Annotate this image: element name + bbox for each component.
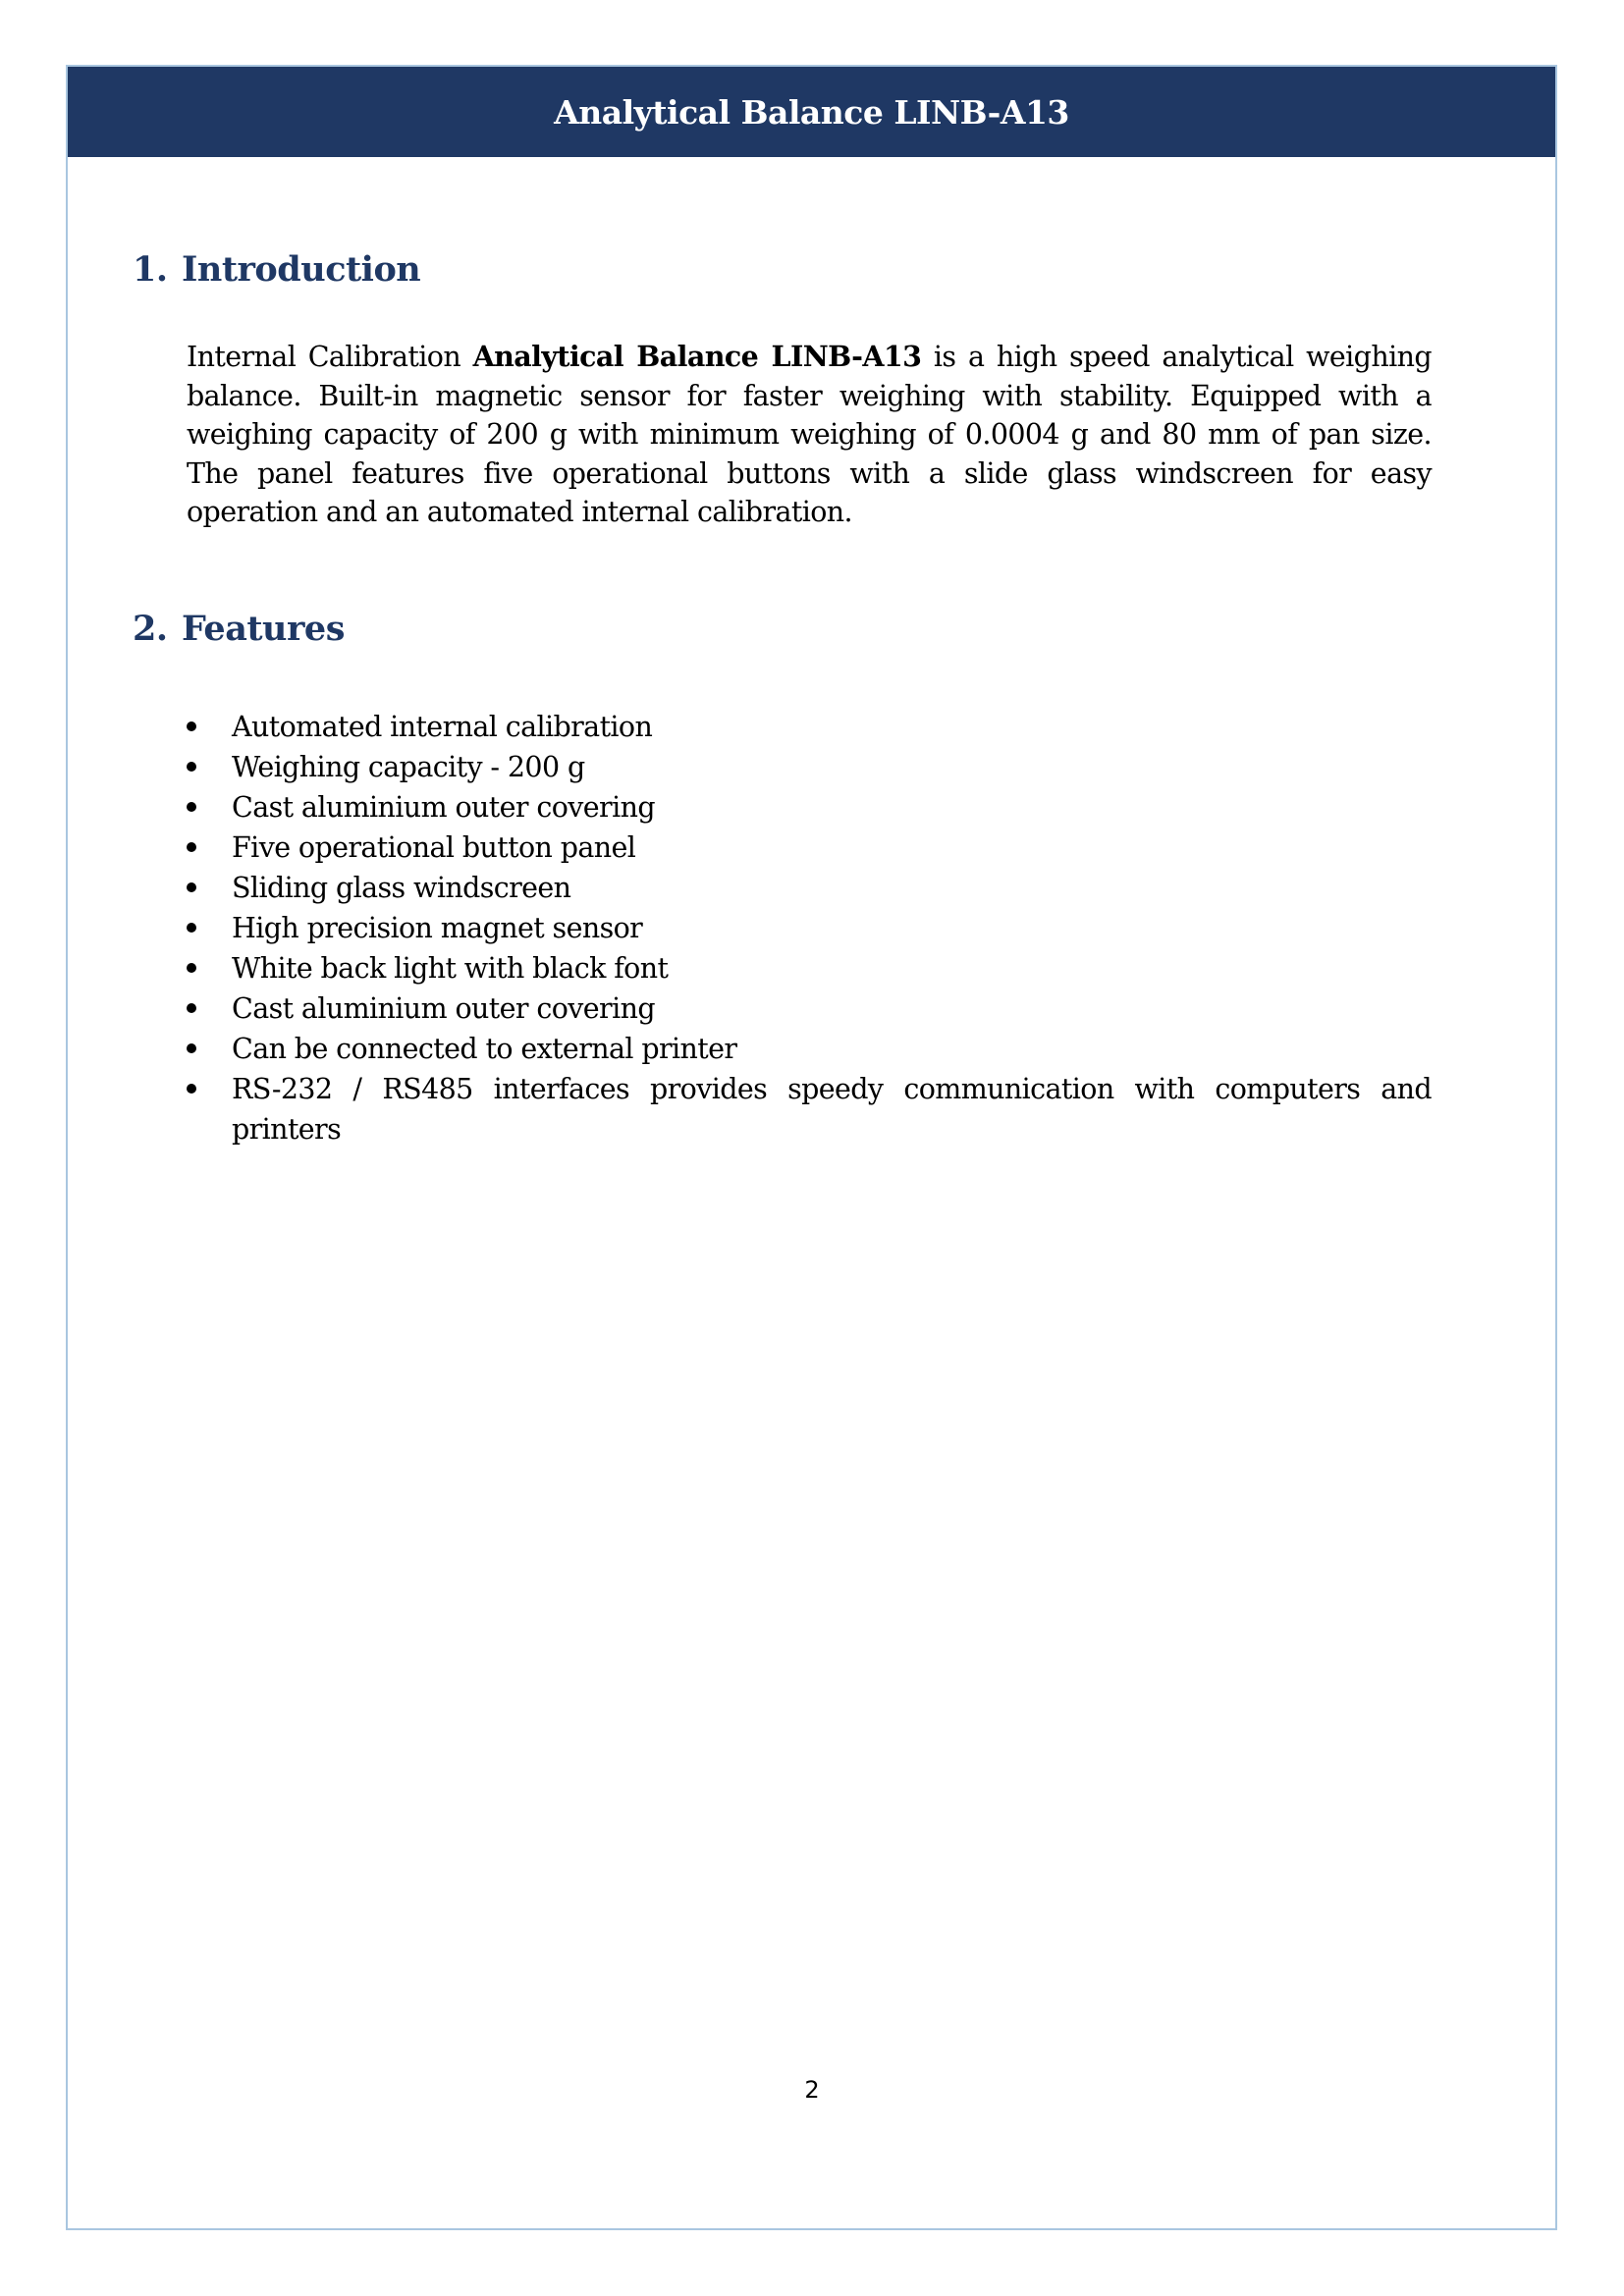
feature-item: White back light with black font [187, 948, 1432, 988]
bullet-icon [187, 948, 232, 988]
intro-lead-text: Internal Calibration [187, 341, 473, 373]
bullet-icon [187, 908, 232, 948]
feature-item: Cast aluminium outer covering [187, 988, 1432, 1029]
feature-item: Weighing capacity - 200 g [187, 747, 1432, 787]
feature-item: Cast aluminium outer covering [187, 787, 1432, 828]
section-title: Features [182, 609, 345, 649]
intro-body-text: is a high speed analytical weighing balance. Built-in magnetic sensor for faster weighing with stability. Equipped with a weighing capacity of 200 g with minimum weighing of 0.0004 g and 80 mm of pan size. The panel features five operational buttons with a slide glass windscreen for easy operation and an automated internal calibration. [187, 341, 1432, 528]
section-number: 2. [133, 609, 168, 649]
feature-item: Five operational button panel [187, 828, 1432, 868]
document-title: Analytical Balance LINB-A13 [554, 92, 1069, 132]
bullet-icon [187, 868, 232, 908]
product-name: Analytical Balance LINB-A13 [472, 340, 922, 373]
bullet-icon [187, 988, 232, 1029]
section-number: 1. [133, 249, 168, 290]
header-bar [68, 67, 1555, 157]
features-heading [133, 609, 345, 649]
introduction-paragraph [187, 338, 1432, 532]
bullet-icon [187, 828, 232, 868]
page-number: 2 [804, 2076, 820, 2104]
bullet-icon [187, 1069, 232, 1109]
introduction-heading [133, 249, 420, 290]
features-list [187, 707, 1432, 1149]
feature-item: Sliding glass windscreen [187, 868, 1432, 908]
feature-item: RS-232 / RS485 interfaces provides speedy communication with computers and printers [187, 1069, 1432, 1149]
bullet-icon [187, 1029, 232, 1069]
feature-item: Automated internal calibration [187, 707, 1432, 747]
feature-item: Can be connected to external printer [187, 1029, 1432, 1069]
section-title: Introduction [182, 249, 421, 290]
bullet-icon [187, 787, 232, 828]
feature-item: High precision magnet sensor [187, 908, 1432, 948]
bullet-icon [187, 707, 232, 747]
bullet-icon [187, 747, 232, 787]
